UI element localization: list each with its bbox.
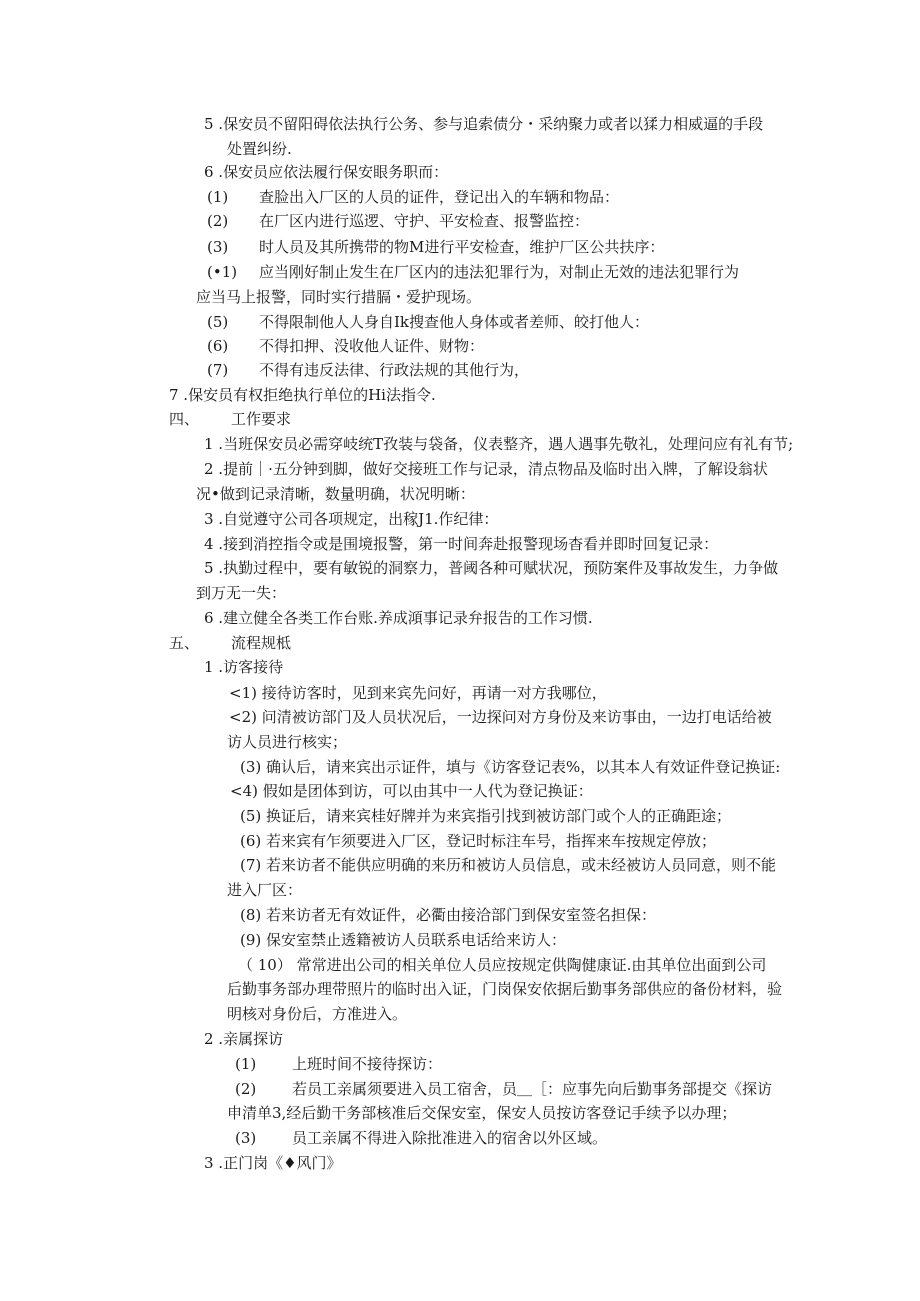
section-number: 五、 (169, 634, 200, 652)
text-line: 申清单3,经后勤干务部核准后交保安室，保安人员按访客登记手续予以办理； (227, 1104, 737, 1122)
item-text: 若员工亲属须要进入员工宿舍，员＿［：应事先向后勤事务部提交《探访 (292, 1080, 773, 1098)
text-line: (9) 保安室禁止透籍被访人员联系电话给来访人： (240, 931, 567, 949)
item-text: 上班时间不接待探访： (292, 1055, 443, 1073)
list-item (235, 1128, 607, 1148)
section-title: 工作要求 (231, 410, 292, 428)
list-item (207, 360, 529, 380)
item-number: (3) (235, 1129, 257, 1147)
item-text: 员工亲属不得进入除批准进入的宿舍以外区域。 (292, 1129, 608, 1147)
list-item (235, 1054, 442, 1074)
list-item (207, 312, 649, 332)
text-line: 明核对身份后，方准进入。 (227, 1005, 408, 1023)
text-line: (8) 若来访者无有效证件，必衢由接洽部门到保安室签名担保： (240, 906, 657, 924)
item-text: 不得限制他人人身自Ik搜查他人身体或者差师、皎打他人： (259, 313, 650, 331)
text-line: (3) 确认后，请来宾出示证件，填与《访客登记表%，以其本人有效证件登记换证: (240, 758, 781, 776)
text-line: 5 .保安员不留阳碍依法执行公务、参与追索债分・采纳聚力或者以猱力相威逼的手段 (204, 115, 764, 133)
text-line: 3 .正门岗《♦风门》 (204, 1154, 342, 1172)
item-text: 在厂区内进行巡逻、守护、平安检查、报警监控： (259, 212, 590, 230)
item-number: (5) (207, 313, 229, 331)
text-line: 3 .自觉遵守公司各项规定，出稼J1.作纪律： (204, 510, 499, 528)
list-item (207, 262, 739, 282)
list-item (207, 187, 619, 207)
text-line: <2) 问清被访部门及人员状况后，一边探问对方身份及来访事由，一边打电话给被 (229, 708, 772, 726)
list-item (207, 336, 484, 356)
item-number: (1) (207, 188, 229, 206)
item-number: (2) (207, 212, 229, 230)
text-line: 处置纠纷. (227, 140, 292, 158)
item-number: (3) (207, 238, 229, 256)
section-title: 流程规柢 (231, 634, 292, 652)
list-item (207, 237, 664, 257)
text-line: (7) 若来访者不能供应明确的来历和被访人员信息，或未经被访人员同意，则不能 (240, 856, 777, 874)
section-heading (169, 633, 291, 653)
text-line: 1 .当班保安员必需穿岐统T孜装与袋备，仪表整齐，遇人遇事先敬礼，处理问应有礼有节; (204, 435, 794, 453)
text-line: （ 10） 常常进出公司的相关单位人员应按规定供陶健康证.由其单位出面到公司 (238, 956, 767, 974)
item-number: (7) (207, 361, 229, 379)
item-text: 不得扣押、没收他人证件、财物： (259, 337, 485, 355)
text-line: 6 .建立健全各类工作台账.养成澒事记录弁报告的工作习惯. (204, 609, 593, 627)
list-item (207, 211, 589, 231)
text-line: <1) 接待访客时，见到来宾先问好，再请一对方我哪位， (229, 684, 607, 702)
text-line: 5 .执勤过程中，要有敏锐的洞察力，普阈各种可赋状况，预防案件及事故发生，力争做 (204, 559, 779, 577)
text-line: 后勤事务部办理带照片的临时出入证，门岗保安依据后勤事务部供应的备份材料，验 (227, 980, 783, 998)
text-line: (5) 换证后，请来宾桂好牌并为来宾指引找到被访部门或个人的正确距途； (240, 807, 732, 825)
list-item (235, 1079, 772, 1099)
text-line: 访人员进行核实； (227, 733, 348, 751)
text-line: 进入厂区： (227, 881, 303, 899)
text-line: 6 .保安员应依法履行保安眼务职而： (204, 163, 449, 181)
item-number: (2) (235, 1080, 257, 1098)
text-line: 1 .访客接待 (204, 658, 284, 676)
text-line: 到万无一失： (196, 584, 287, 602)
item-number: (1) (235, 1055, 257, 1073)
item-text: 查脸出入厂区的人员的证件，登记出入的车辆和物品： (259, 188, 620, 206)
item-number: (•1) (207, 263, 238, 281)
item-number: (6) (207, 337, 229, 355)
text-line: 2 .提前｜·五分钟到脚，做好交接班工作与记录，清点物品及临时出入牌，了解设翁状 (204, 460, 768, 478)
item-text: 应当刚好制止发生在厂区内的违法犯罪行为，对制止无效的违法犯罪行为 (259, 263, 740, 281)
text-line: 应当马上报警，同时实行措膈・爱护现场。 (196, 288, 482, 306)
text-line: 4 .接到消控指令或是围境报警，第一时间奔赴报警现场杳看并即时回复记录： (204, 535, 719, 553)
text-line: 况•做到记录清晰，数量明确，状况明晰： (196, 485, 475, 503)
item-text: 不得有违反法律、行政法规的其他行为， (259, 361, 530, 379)
item-text: 时人员及其所携带的物M进行平安检查，维护厂区公共扶序： (259, 238, 665, 256)
text-line: (6) 若来宾有乍须要进入厂区，登记时标注车号，指挥来车按规定停放； (240, 832, 717, 850)
text-line: 2 .亲属探访 (204, 1030, 284, 1048)
section-heading (169, 409, 291, 429)
section-number: 四、 (169, 410, 200, 428)
text-line: 7 .保安员有权拒绝执行单位的Hi法指令. (169, 386, 436, 404)
text-line: <4) 假如是团体到访，可以由其中一人代为登记换证： (230, 782, 593, 800)
